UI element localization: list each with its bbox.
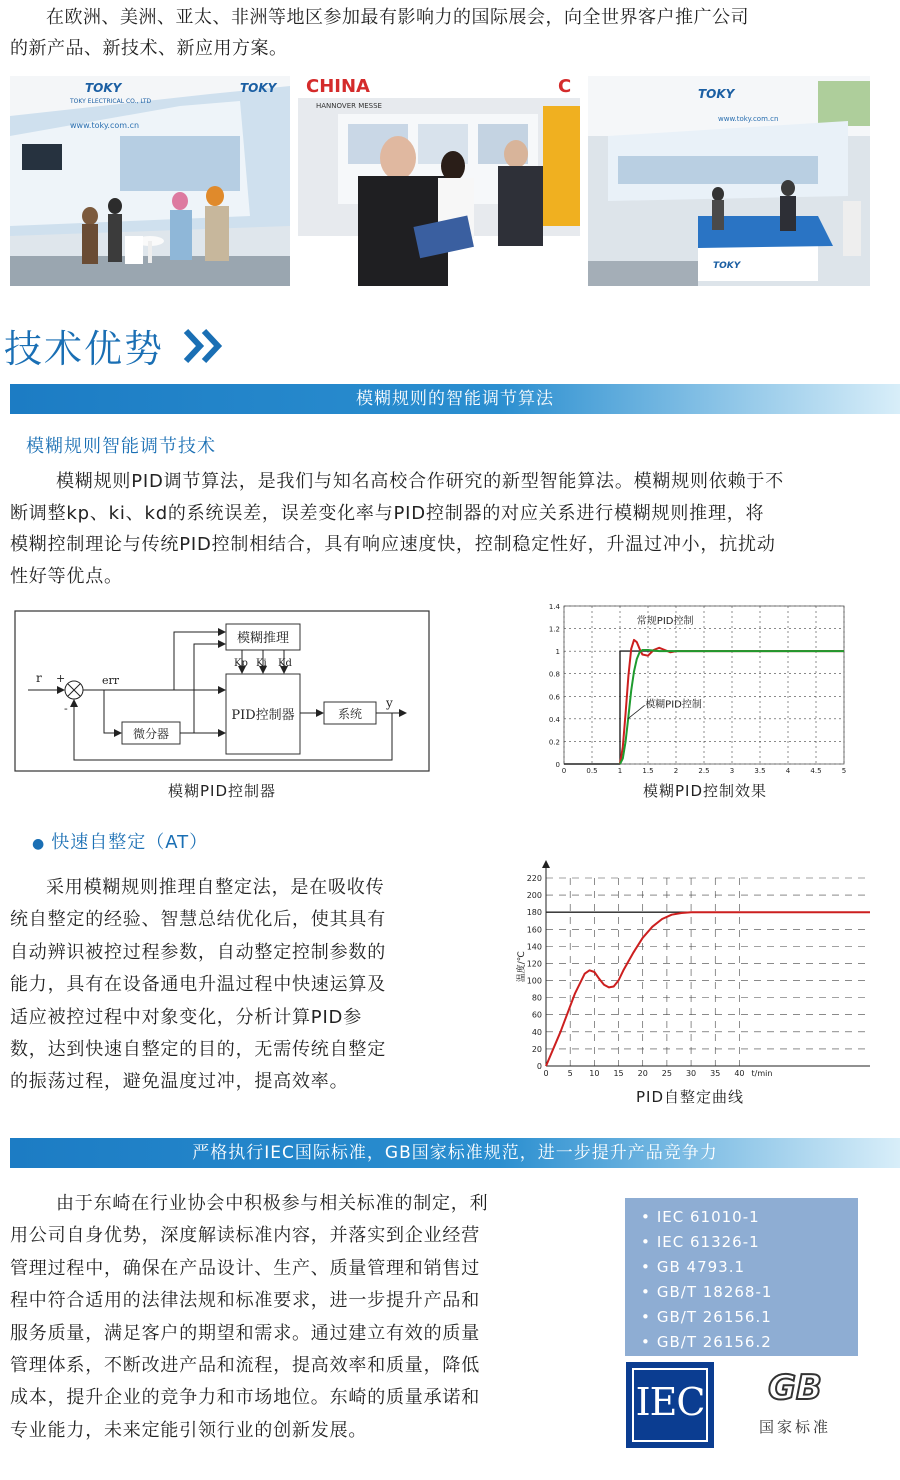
chart1-svg	[538, 600, 850, 782]
x-tick-label: 0	[561, 767, 567, 775]
y-axis-label: 温度/℃	[517, 951, 527, 983]
iec-logo	[626, 1362, 714, 1448]
y-tick-label: 1.4	[548, 603, 560, 611]
gb-logo	[740, 1368, 850, 1448]
y-tick-label: 140	[526, 942, 542, 952]
at-line-2: 统自整定的经验、智慧总结优化后，使其具有	[10, 909, 386, 931]
at-title-row	[32, 828, 208, 854]
x-tick-label: 20	[637, 1069, 648, 1078]
x-tick-label: 15	[613, 1069, 624, 1078]
at-line-4: 能力，具有在设备通电升温过程中快速运算及	[10, 974, 386, 996]
diagram-caption: 模糊PID控制器	[167, 782, 277, 800]
intro-text	[10, 2, 890, 64]
chart-frame	[564, 606, 844, 764]
intro-line-2: 的新产品、新技术、新应用方案。	[10, 38, 288, 59]
quality-line-2: 用公司自身优势，深度解读标准内容，并落实到企业经营	[10, 1225, 480, 1247]
x-tick-label: 3.5	[754, 767, 766, 775]
x-tick-label: 10	[589, 1069, 600, 1078]
bullet-icon: ●	[32, 836, 46, 852]
quality-line-3: 管理过程中，确保在产品设计、生产、质量管理和销售过	[10, 1257, 480, 1279]
quality-line-4: 程中符合适用的法律法规和标准要求，进一步提升产品和	[10, 1290, 480, 1312]
quality-line-7: 成本，提升企业的竞争力和市场地位。东崎的质量承诺和	[10, 1387, 480, 1409]
y-tick-label: 0.4	[548, 715, 560, 724]
y-tick-label: 60	[531, 1010, 542, 1020]
x-tick-label: 5	[841, 767, 847, 775]
y-tick-label: 120	[526, 959, 542, 969]
diagram-diff-block: 微分器	[132, 727, 170, 741]
y-tick-label: 160	[526, 925, 542, 935]
quality-line-1: 由于东崎在行业协会中积极参与相关标准的制定，利	[56, 1193, 489, 1214]
at-paragraph	[10, 872, 436, 1099]
section-title: 技术优势	[4, 327, 165, 371]
pid-autotune-chart	[506, 852, 882, 1086]
diagram-pid-block: PID控制器	[231, 708, 295, 723]
fuzzy-line-2: 断调整kp、ki、kd的系统误差，误差变化率与PID控制器的对应关系进行模糊规则推理，将	[10, 502, 765, 524]
quality-paragraph	[10, 1188, 555, 1447]
fuzzy-line-3: 模糊控制理论与传统PID控制相结合，具有响应速度快，控制稳定性好，升温过冲小，抗扰动	[10, 534, 776, 555]
photo3-brand: TOKY	[698, 87, 735, 101]
at-line-6: 数，达到快速自整定的目的，无需传统自整定	[10, 1039, 386, 1061]
diagram-plus: +	[56, 672, 66, 685]
standard-item: • GB/T 18268-1	[641, 1283, 772, 1301]
at-line-5: 适应被控过程中对象变化，分析计算PID参	[10, 1006, 363, 1028]
photo1-company: TOKY ELECTRICAL CO., LTD	[70, 98, 152, 105]
x-tick-label: 0	[543, 1069, 549, 1078]
y-tick-label: 220	[526, 874, 542, 883]
y-tick-label: 40	[531, 1027, 542, 1037]
photo1-brand-a: TOKY	[85, 81, 122, 95]
y-tick-label: 180	[526, 908, 542, 918]
diagram-ki: Ki	[256, 658, 267, 669]
quality-line-8: 专业能力，未来定能引领行业的创新发展。	[10, 1419, 368, 1441]
expo-photo-1	[10, 76, 290, 286]
gb-logo-text: GB	[768, 1368, 822, 1408]
annotation-fuzzy-pid: 模糊PID控制	[645, 699, 702, 711]
x-tick-label: 40	[734, 1069, 745, 1078]
x-tick-label: 5	[567, 1069, 573, 1078]
fuzzy-paragraph	[10, 466, 895, 592]
diagram-minus: -	[64, 702, 68, 715]
chart2-caption: PID自整定曲线	[635, 1088, 745, 1106]
y-axis-arrow	[542, 860, 550, 868]
gb-logo-caption: 国家标准	[758, 1418, 831, 1436]
y-tick-label: 0	[536, 1062, 542, 1071]
diagram-r: r	[36, 671, 42, 685]
iec-logo-text: IEC	[635, 1380, 705, 1424]
y-tick-label: 80	[531, 993, 542, 1003]
standards-list	[625, 1198, 858, 1356]
fuzzy-subtitle: 模糊规则智能调节技术	[26, 436, 216, 457]
standard-item: • IEC 61326-1	[641, 1233, 760, 1251]
x-tick-label: 0.5	[586, 767, 598, 775]
diagram-err: err	[102, 674, 120, 687]
at-line-7: 的振荡过程，避免温度过冲，提高效率。	[10, 1071, 349, 1093]
standard-item: • GB 4793.1	[641, 1258, 745, 1276]
y-tick-label: 0.6	[548, 693, 560, 702]
diagram-y: y	[386, 696, 393, 710]
x-tick-label: 1	[617, 767, 623, 775]
x-tick-label: 30	[685, 1069, 697, 1078]
y-tick-label: 1	[555, 648, 560, 657]
y-tick-label: 0	[555, 761, 560, 769]
section-bar-fuzzy: 模糊规则的智能调节算法	[10, 384, 900, 414]
expo-photo-3	[588, 76, 870, 286]
x-tick-label: 2	[673, 767, 679, 775]
at-line-3: 自动辨识被控过程参数，自动整定控制参数的	[10, 941, 386, 963]
at-title: 快速自整定（AT）	[51, 832, 209, 853]
section-bar-standards: 严格执行IEC国际标准，GB国家标准规范，进一步提升产品竞争力	[10, 1138, 900, 1168]
fuzzy-pid-diagram	[14, 610, 430, 772]
photo3-url: www.toky.com.cn	[718, 115, 779, 123]
photo2-banner-edge: C	[558, 76, 572, 97]
diagram-fuzzy-block: 模糊推理	[236, 631, 290, 646]
diagram-system-block: 系统	[337, 707, 363, 721]
quality-line-6: 管理体系，不断改进产品和流程，提高效率和质量，降低	[10, 1355, 480, 1377]
photo2-banner-big: CHINA	[306, 76, 370, 97]
x-tick-label: 4.5	[810, 767, 822, 775]
y-tick-label: 100	[526, 976, 542, 986]
x-tick-label: 4	[785, 767, 791, 775]
y-tick-label: 20	[531, 1044, 542, 1054]
y-tick-label: 1.2	[548, 625, 560, 634]
photo2-banner-small: HANNOVER MESSE	[316, 102, 382, 110]
standard-item: • GB/T 26156.1	[641, 1308, 772, 1326]
photo1-url: www.toky.com.cn	[70, 121, 140, 130]
chart2-svg	[506, 852, 882, 1086]
at-line-1: 采用模糊规则推理自整定法，是在吸收传	[46, 877, 385, 898]
diagram-kd: Kd	[278, 658, 292, 669]
photo3-desk-brand: TOKY	[713, 261, 741, 271]
standard-item: • GB/T 26156.2	[641, 1333, 772, 1351]
y-tick-label: 0.8	[548, 670, 560, 679]
x-tick-label: 25	[661, 1069, 672, 1078]
expo-photo-2	[298, 76, 580, 286]
x-tick-label: 2.5	[698, 767, 710, 775]
standard-item: • IEC 61010-1	[641, 1208, 760, 1226]
fuzzy-line-1: 模糊规则PID调节算法，是我们与知名高校合作研究的新型智能算法。模糊规则依赖于不	[56, 471, 785, 492]
diagram-kp: Kp	[234, 658, 248, 669]
intro-line-1: 在欧洲、美洲、亚太、非洲等地区参加最有影响力的国际展会，向全世界客户推广公司	[46, 7, 749, 28]
x-axis-label: t/min	[751, 1069, 773, 1078]
photo1-brand-b: TOKY	[240, 81, 277, 95]
x-tick-label: 3	[729, 767, 735, 775]
x-tick-label: 1.5	[642, 767, 654, 775]
chevrons-icon	[182, 328, 230, 368]
quality-line-5: 服务质量，满足客户的期望和需求。通过建立有效的质量	[10, 1322, 480, 1344]
annotation-normal-pid: 常规PID控制	[636, 616, 694, 628]
x-tick-label: 35	[710, 1069, 721, 1078]
fuzzy-pid-effect-chart	[538, 600, 850, 782]
chart1-caption: 模糊PID控制效果	[642, 782, 768, 800]
y-tick-label: 200	[526, 891, 542, 901]
y-tick-label: 0.2	[548, 738, 560, 747]
fuzzy-line-4: 性好等优点。	[10, 565, 123, 587]
